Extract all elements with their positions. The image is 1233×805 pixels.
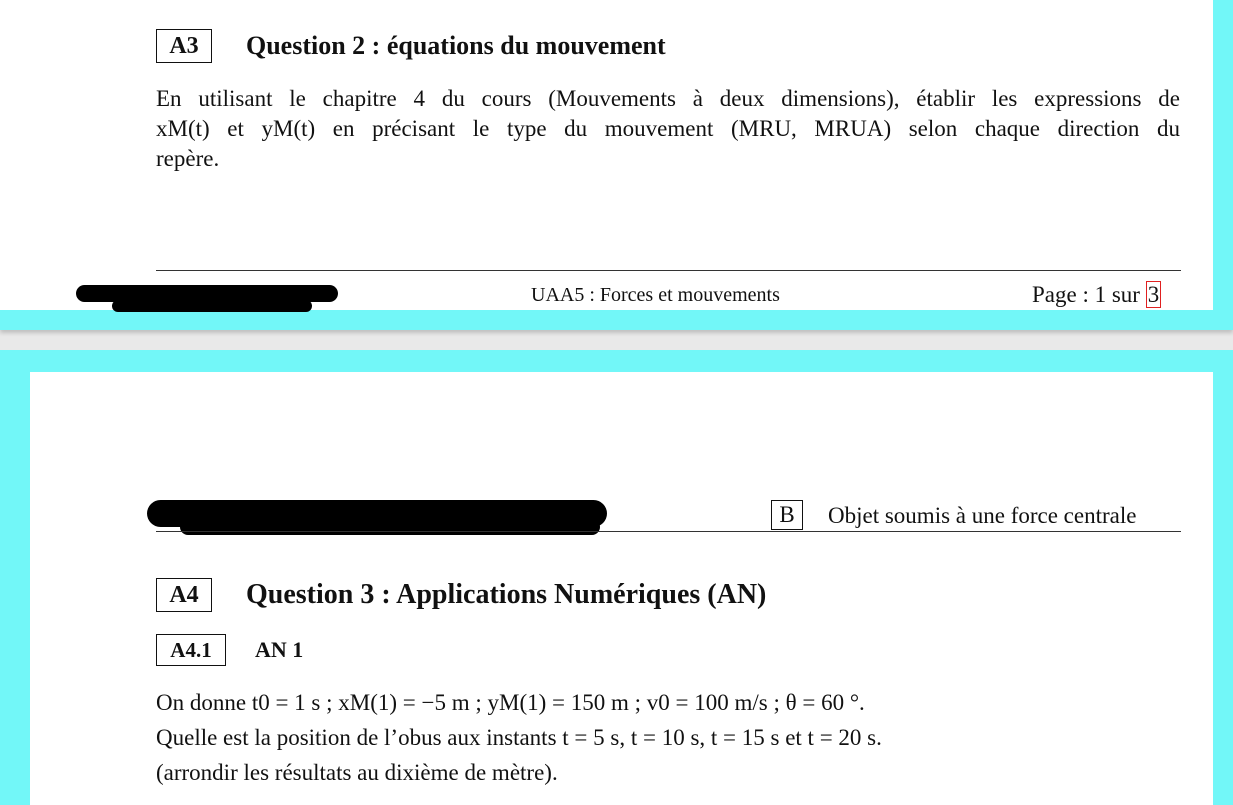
redacted-header-author-2 — [180, 519, 600, 535]
section-title-question-3: Question 3 : Applications Numériques (AN) — [246, 579, 767, 610]
subsection-label-a4-1: A4.1 — [156, 634, 226, 666]
paragraph-line-3: repère. — [156, 146, 220, 171]
footer-page-total-link[interactable]: 3 — [1147, 282, 1160, 307]
an1-rounding-note: (arrondir les résultats au dixième de mètre). — [156, 760, 558, 785]
an1-question: Quelle est la position de l’obus aux instants t = 5 s, t = 10 s, t = 15 s et t = 20 s. — [156, 725, 882, 750]
paragraph-line-2: xM(t) et yM(t) en précisant le type du mouvement (MRU, MRUA) selon chaque direction du — [156, 116, 1180, 141]
section-label-a3: A3 — [156, 29, 212, 63]
document-page-2 — [30, 372, 1213, 805]
question-2-paragraph — [156, 84, 1180, 174]
section-title-question-2: Question 2 : équations du mouvement — [246, 31, 666, 60]
footer-rule — [156, 270, 1181, 271]
header-part-title: Objet soumis à une force centrale — [828, 503, 1137, 528]
redacted-footer-author-2 — [112, 300, 312, 312]
header-rule — [156, 531, 1181, 532]
footer-page-number — [1032, 281, 1161, 309]
page-frame-bottom — [0, 350, 1233, 805]
page-frame-top — [0, 0, 1233, 330]
footer-page-prefix: Page : 1 sur — [1032, 282, 1140, 307]
footer-course-title: UAA5 : Forces et mouvements — [531, 284, 780, 306]
an1-given-values: On donne t0 = 1 s ; xM(1) = −5 m ; yM(1) = 150 m ; v0 = 100 m/s ; θ = 60 °. — [156, 690, 865, 715]
header-part-label-b: B — [771, 500, 803, 530]
section-label-a4: A4 — [156, 578, 212, 612]
an1-paragraph — [156, 685, 1186, 790]
document-page-1 — [0, 0, 1213, 310]
paragraph-line-1: En utilisant le chapitre 4 du cours (Mouvements à deux dimensions), établir les expressions de — [156, 86, 1180, 111]
subsection-title-an-1: AN 1 — [255, 637, 304, 662]
